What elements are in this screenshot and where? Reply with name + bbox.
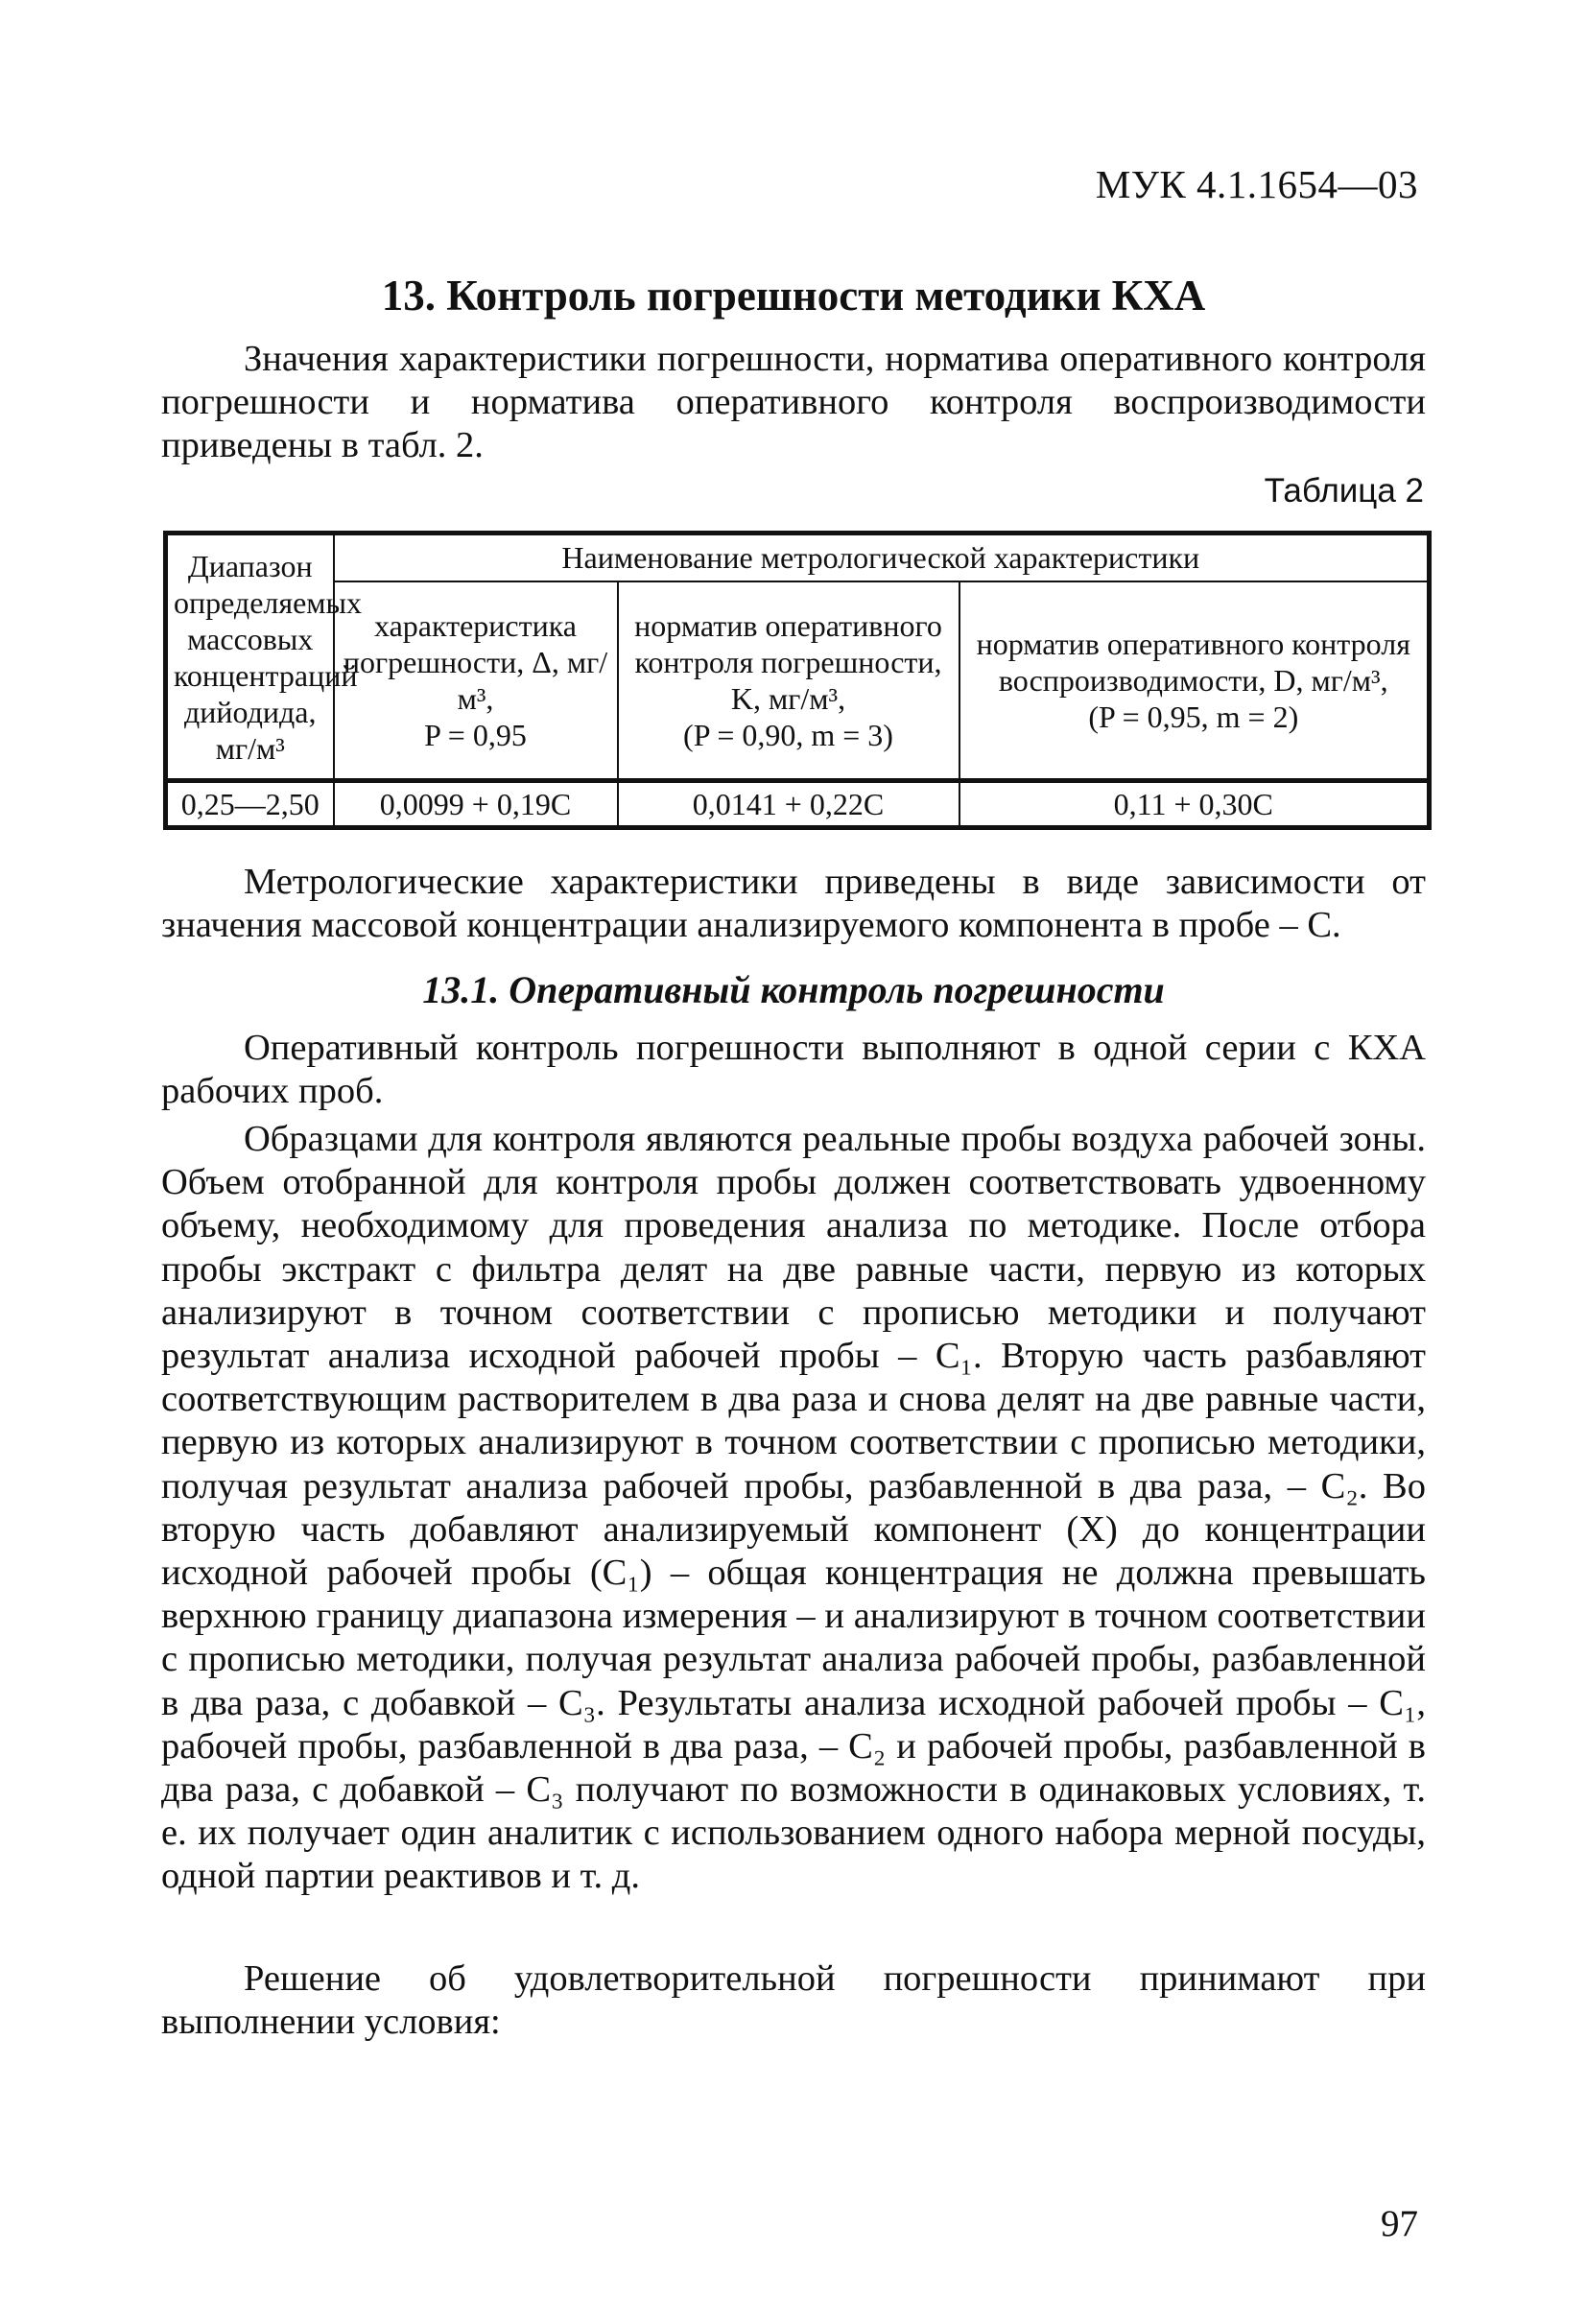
d-header-text: норматив оперативного контроля воспроизводимости, D, мг/м³, bbox=[976, 626, 1410, 698]
k-value: 0,0141 + 0,22C bbox=[618, 781, 959, 828]
metrology-table bbox=[163, 531, 1432, 830]
delta-header-text: характеристика погрешности, Δ, мг/м³, bbox=[343, 607, 608, 716]
intro-paragraph: Значения характеристики погрешности, норматива оперативного контроля погрешности и норматива оперативного контроля воспроизводимости приведены в табл. 2. bbox=[161, 339, 1426, 465]
group-header-cell: Наименование метрологической характеристики bbox=[334, 534, 1430, 581]
range-value: 0,25—2,50 bbox=[166, 781, 334, 828]
table-row bbox=[166, 781, 1430, 828]
k-header-text: норматив оперативного контроля погрешности, K, мг/м³, bbox=[634, 607, 942, 716]
delta-header-confidence: P = 0,95 bbox=[424, 717, 527, 752]
k-header-params: (P = 0,90, m = 3) bbox=[683, 717, 893, 752]
subsection-paragraph-2: Образцами для контроля являются реальные пробы воздуха рабочей зоны. Объем отобранной для контроля пробы должен соответствовать удвоенному объему, необходимому для проведения анализа по методике. После отбора пробы экстракт с фильтра делят на две равные части, первую из которых анализируют в точном соответствии с прописью методики и получают результат анализа исходной рабочей пробы – C₁. Вторую часть разбавляют соответствующим растворителем в два раза и снова делят на две равные части, первую из которых анализируют в точном соответствии с прописью методики, получая результат анализа рабочей пробы, разбавленной в два раза, – C₂. Во вторую часть добавляют анализируемый компонент (X) до концентрации исходной рабочей пробы (C₁) – общая концентрация не должна превышать верхнюю границу диапазона измерения – и анализируют в точном соответствии с прописью методики, получая результат анализа рабочей пробы, разбавленной в два раза, с добавкой – C₃. Результаты анализа исходной рабочей пробы – C₁, рабочей пробы, разбавленной в два раза, – C₂ и рабочей пробы, разбавленной в два раза, с добавкой – C₃ получают по возможности в одинаковых условиях, т. е. их получает один аналитик с использованием одного набора мерной посуды, одной партии реактивов и т. д. bbox=[161, 1119, 1426, 1897]
section-title: 13. Контроль погрешности методики КХА bbox=[381, 272, 1206, 320]
delta-header-cell bbox=[334, 581, 618, 781]
subsection-paragraph-1: Оперативный контроль погрешности выполняют в одной серии с КХА рабочих проб. bbox=[161, 1028, 1426, 1111]
document-code: МУК 4.1.1654—03 bbox=[1095, 162, 1418, 206]
d-header-params: (P = 0,95, m = 2) bbox=[1088, 699, 1299, 734]
subsection-title: 13.1. Оперативный контроль погрешности bbox=[422, 968, 1165, 1011]
subsection-paragraph-3: Решение об удовлетворительной погрешности принимают при выполнении условия: bbox=[161, 1958, 1426, 2042]
delta-value: 0,0099 + 0,19C bbox=[334, 781, 618, 828]
after-table-paragraph: Метрологические характеристики приведены в виде зависимости от значения массовой концентрации анализируемого компонента в пробе – C. bbox=[161, 862, 1426, 945]
d-value: 0,11 + 0,30C bbox=[959, 781, 1430, 828]
d-header-cell bbox=[959, 581, 1430, 781]
page-number: 97 bbox=[1381, 2203, 1418, 2244]
k-header-cell bbox=[618, 581, 959, 781]
table-caption: Таблица 2 bbox=[1264, 472, 1424, 510]
range-header-cell: Диапазон определяемых массовых концентраций дийодида, мг/м³ bbox=[166, 534, 334, 781]
